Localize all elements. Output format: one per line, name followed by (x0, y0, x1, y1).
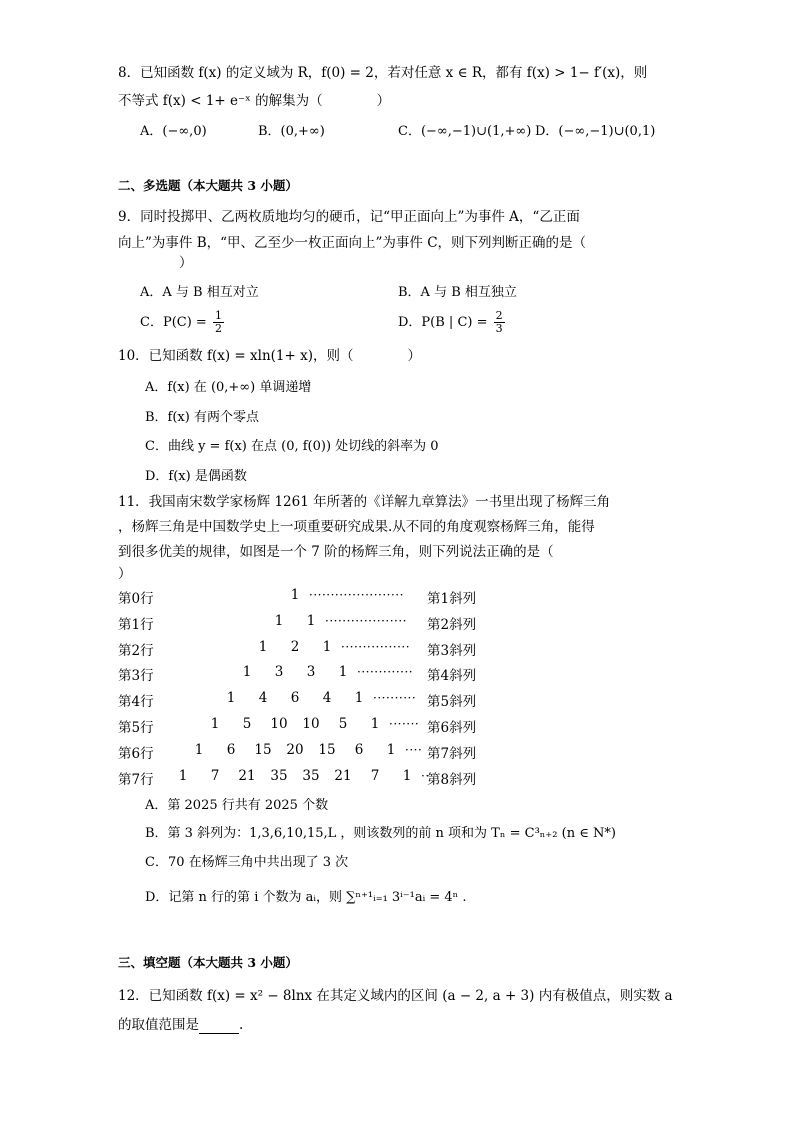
triangle-row-label: 第1行 (118, 616, 154, 633)
q9-stem-line1: 9．同时投掷甲、乙两枚质地均匀的硬币，记“甲正面向上”为事件 A，“乙正面 (118, 209, 580, 225)
q9-stem-line3: ） (152, 255, 193, 271)
triangle-number: 1 (386, 741, 396, 758)
q9-option-c (140, 310, 226, 335)
triangle-number: 6 (226, 741, 236, 758)
triangle-number: 7 (370, 767, 380, 784)
triangle-row-label: 第2行 (118, 642, 154, 659)
q12-stem-line2-prefix: 的取值范围是 (118, 1017, 199, 1033)
triangle-number: 35 (270, 767, 288, 784)
triangle-row-label: 第0行 (118, 591, 154, 607)
triangle-number: 35 (302, 767, 320, 784)
triangle-diagonal-label: 第6斜列 (427, 720, 477, 736)
section-3-title: 三、填空题（本大题共 3 小题） (118, 955, 298, 970)
triangle-diagonal-label: 第4斜列 (427, 668, 477, 685)
triangle-number: 21 (334, 767, 352, 784)
q11-stem-line3: 到很多优美的规律，如图是一个 7 阶的杨辉三角，则下列说法正确的是（ (118, 544, 554, 560)
q9-option-d-denominator: 3 (495, 322, 503, 335)
triangle-number: 1 (338, 664, 348, 681)
leader-dots: ·· (421, 768, 430, 783)
q9-option-d-prefix: D．P(B | C) = (398, 315, 488, 330)
triangle-number: 1 (354, 690, 364, 707)
triangle-number: 1 (274, 612, 284, 629)
triangle-number: 4 (258, 690, 268, 707)
triangle-number: 15 (254, 741, 272, 758)
triangle-number: 1 (290, 587, 300, 603)
q9-option-a: A．A 与 B 相互对立 (140, 285, 259, 300)
triangle-number: 1 (370, 716, 380, 732)
q8-option-c: C．(−∞,−1)∪(1,+∞) (398, 124, 532, 139)
triangle-number: 1 (226, 690, 236, 707)
triangle-diagonal-label: 第1斜列 (427, 591, 477, 607)
q11-stem-line2: ，杨辉三角是中国数学史上一项重要研究成果.从不同的角度观察杨辉三角，能得 (118, 519, 595, 535)
triangle-number: 3 (306, 664, 316, 681)
leader-dots: ·········· (373, 691, 417, 706)
leader-dots: ··················· (325, 613, 407, 628)
triangle-number: 5 (338, 716, 348, 732)
q11-stem-line1: 11．我国南宋数学家杨辉 1261 年所著的《详解九章算法》一书里出现了杨辉三角 (118, 494, 611, 510)
triangle-diagonal-label: 第3斜列 (427, 642, 477, 659)
q8-stem-line1: 8．已知函数 f(x) 的定义域为 R，f(0) = 2，若对任意 x ∈ R，都有 f(x) > 1− f′(x)，则 (118, 65, 648, 81)
triangle-number: 1 (258, 638, 268, 655)
q12-stem-line2 (118, 1016, 243, 1034)
triangle-row-label: 第6行 (118, 745, 154, 762)
q10-option-d: D．f(x) 是偶函数 (145, 469, 247, 484)
triangle-diagonal-label: 第2斜列 (427, 616, 477, 633)
triangle-number: 1 (306, 612, 316, 629)
triangle-number: 1 (322, 638, 332, 655)
q10-option-b: B．f(x) 有两个零点 (145, 410, 259, 425)
q11-option-c: C．70 在杨辉三角中共出现了 3 次 (145, 855, 349, 870)
q11-option-a: A．第 2025 行共有 2025 个数 (145, 798, 329, 813)
triangle-diagonal-label: 第5斜列 (427, 694, 477, 711)
section-2-title: 二、多选题（本大题共 3 小题） (118, 178, 298, 193)
q9-option-d (398, 310, 507, 335)
q8-stem-line2: 不等式 f(x) < 1+ e⁻ˣ 的解集为（ ） (118, 93, 391, 109)
q9-option-c-fraction (213, 310, 224, 335)
q12-stem-line1: 12．已知函数 f(x) = x² − 8lnx 在其定义域内的区间 (a − 2, a + 3) 内有极值点，则实数 a (118, 988, 673, 1004)
q10-stem: 10．已知函数 f(x) = xln(1+ x)，则（ ） (118, 348, 421, 364)
triangle-row-label: 第4行 (118, 694, 154, 711)
triangle-row-label: 第7行 (118, 771, 154, 788)
leader-dots: ···· (405, 742, 423, 757)
q10-option-a: A．f(x) 在 (0,+∞) 单调递增 (145, 380, 312, 395)
triangle-row-label: 第5行 (118, 720, 154, 736)
triangle-number: 10 (302, 716, 320, 732)
triangle-number: 21 (238, 767, 256, 784)
triangle-number: 4 (322, 690, 332, 707)
triangle-number: 3 (274, 664, 284, 681)
q9-option-c-prefix: C．P(C) = (140, 315, 207, 330)
q8-option-d: D．(−∞,−1)∪(0,1) (535, 124, 656, 139)
q12-answer-blank[interactable] (199, 1019, 239, 1034)
q9-option-c-denominator: 2 (214, 322, 222, 335)
leader-dots: ······················ (309, 588, 404, 602)
triangle-number: 1 (194, 741, 204, 758)
q9-stem-line2: 向上”为事件 B，“甲、乙至少一枚正面向上”为事件 C，则下列判断正确的是（ (118, 235, 587, 251)
triangle-number: 2 (290, 638, 300, 655)
q11-option-b: B．第 3 斜列为：1,3,6,10,15,L ，则该数列的前 n 项和为 Tₙ = C³ₙ₊₂ (n ∈ N*) (145, 826, 616, 841)
triangle-diagonal-label: 第8斜列 (427, 771, 477, 788)
q12-stem-line2-suffix: . (239, 1017, 244, 1033)
q9-option-c-numerator: 1 (214, 309, 222, 322)
q8-option-a: A．(−∞,0) (140, 124, 207, 139)
triangle-diagonal-label: 第7斜列 (427, 745, 477, 762)
leader-dots: ······· (389, 717, 420, 731)
q8-option-b: B．(0,+∞) (258, 124, 325, 139)
leader-dots: ············· (357, 665, 414, 680)
triangle-number: 6 (354, 741, 364, 758)
triangle-number: 7 (210, 767, 220, 784)
triangle-number: 20 (286, 741, 304, 758)
triangle-number: 1 (178, 767, 188, 784)
q9-option-d-fraction (494, 310, 505, 335)
q11-option-d: D．记第 n 行的第 i 个数为 aᵢ，则 ∑ⁿ⁺¹ᵢ₌₁ 3ⁱ⁻¹aᵢ = 4ⁿ . (145, 890, 467, 905)
q11-stem-line4: ） (118, 566, 132, 582)
triangle-number: 1 (210, 716, 220, 732)
q10-option-c: C．曲线 y = f(x) 在点 (0, f(0)) 处切线的斜率为 0 (145, 439, 439, 454)
leader-dots: ················ (341, 639, 411, 654)
triangle-number: 10 (270, 716, 288, 732)
q9-option-b: B．A 与 B 相互独立 (398, 285, 517, 300)
triangle-number: 5 (242, 716, 252, 732)
q9-option-d-numerator: 2 (495, 309, 503, 322)
triangle-number: 1 (242, 664, 252, 681)
triangle-number: 15 (318, 741, 336, 758)
triangle-number: 1 (402, 767, 412, 784)
triangle-row-label: 第3行 (118, 668, 154, 685)
triangle-number: 6 (290, 690, 300, 707)
